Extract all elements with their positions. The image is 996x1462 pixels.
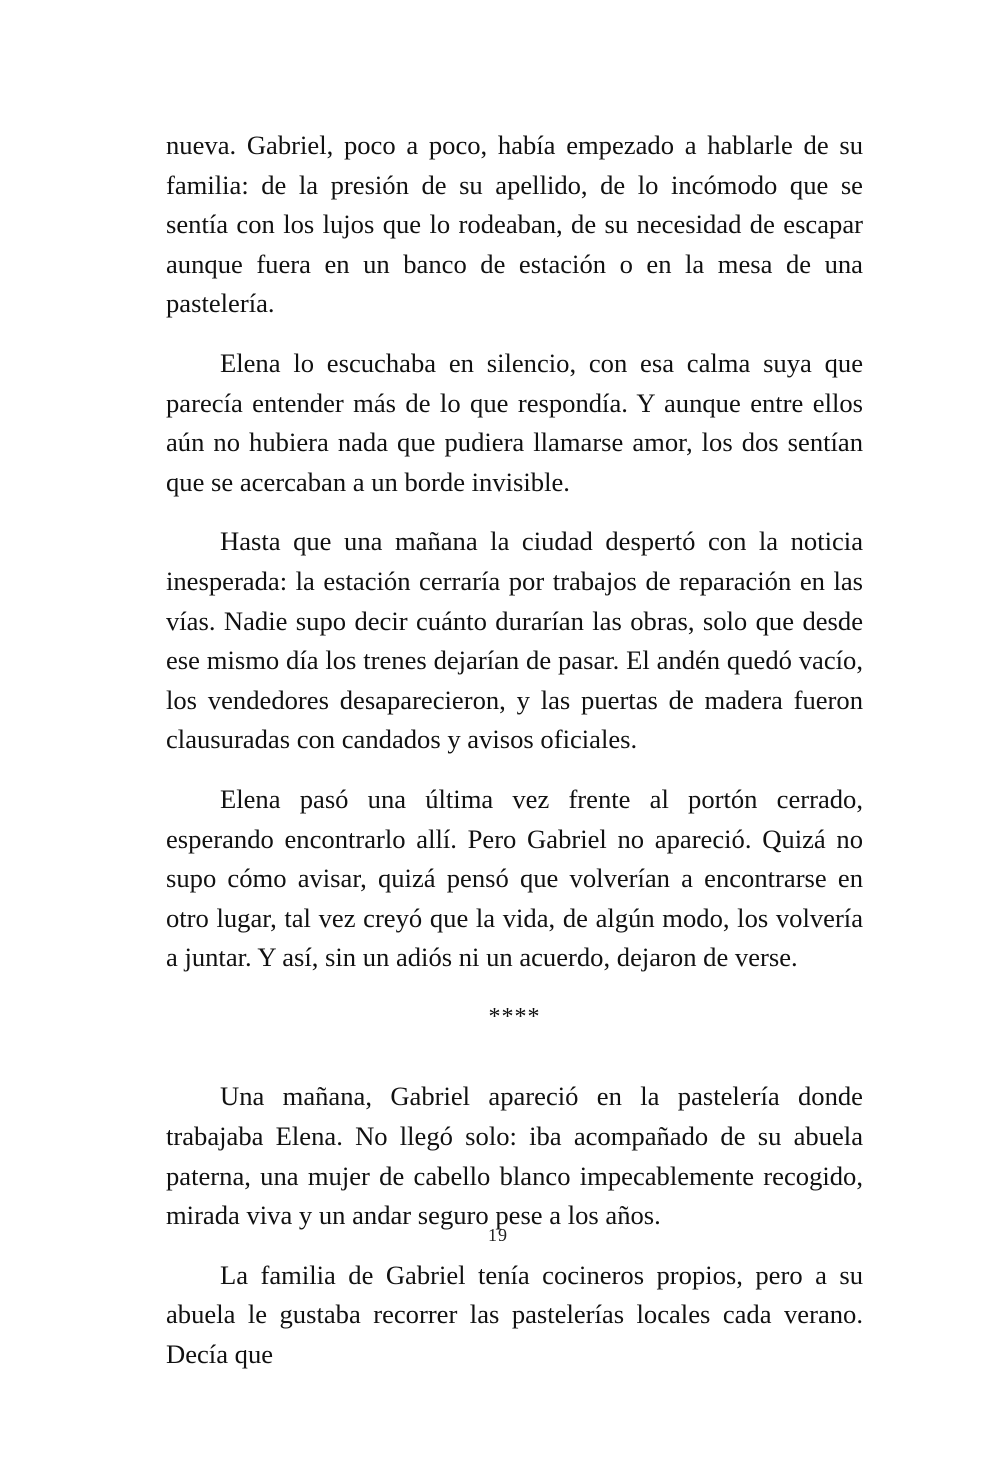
- paragraph-4: Elena pasó una última vez frente al portón cerrado, esperando encontrarlo allí. Pero Gabriel no apareció. Quizá no supo cómo avisar, quizá pensó que volverían a encontrarse en otro lugar, tal vez creyó que la vida, de algún modo, los volvería a juntar. Y así, sin un adiós ni un acuerdo, dejaron de verse.: [166, 783, 863, 973]
- paragraph-6: La familia de Gabriel tenía cocineros propios, pero a su abuela le gustaba recorrer las pastelerías locales cada verano. Decía que: [166, 1259, 863, 1370]
- paragraph-5: Una mañana, Gabriel apareció en la pastelería donde trabajaba Elena. No llegó solo: iba acompañado de su abuela paterna, una mujer de cabello blanco impecablemente recogido, mirada viva y un andar seguro pese a los años.: [166, 1081, 863, 1231]
- paragraph-1: nueva. Gabriel, poco a poco, había empezado a hablarle de su familia: de la presión de su apellido, de lo incómodo que se sentía con los lujos que lo rodeaban, de su necesidad de escapar aunque fuera en un banco de estación o en la mesa de una pastelería.: [166, 130, 863, 319]
- paragraph-3: Hasta que una mañana la ciudad despertó con la noticia inesperada: la estación cerraría por trabajos de reparación en las vías. Nadie supo decir cuánto durarían las obras, solo que desde ese mismo día los trenes dejarían de pasar. El andén quedó vacío, los vendedores desaparecieron, y las puertas de madera fueron clausuradas con candados y avisos oficiales.: [166, 526, 863, 755]
- paragraph-2: Elena lo escuchaba en silencio, con esa calma suya que parecía entender más de lo que respondía. Y aunque entre ellos aún no hubiera nada que pudiera llamarse amor, los dos sentían que se acercaban a un borde invisible.: [166, 347, 863, 497]
- scene-break: ****: [488, 1003, 541, 1030]
- body-text: [166, 126, 863, 1395]
- page-number: 19: [488, 1225, 508, 1245]
